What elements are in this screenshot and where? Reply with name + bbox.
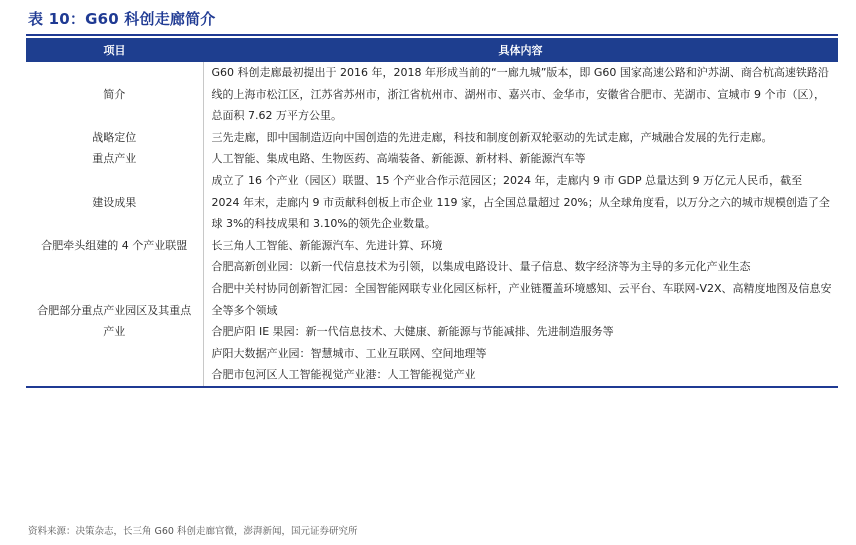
content-paragraph: 合肥市包河区人工智能视觉产业港：人工智能视觉产业 (211, 368, 476, 382)
table-row (26, 148, 838, 170)
title-divider (26, 34, 838, 36)
content-paragraph: G60 科创走廊最初提出于 2016 年，2018 年形成当前的“一廊九城”版本，即 G60 国家高速公路和沪苏湖、商合杭高速铁路沿线的上海市松江区，江苏省苏州市，浙江省杭州市、湖州市、嘉兴市、金华市，安徽省合肥市、芜湖市、宣城市 9 个市（区），总面积 7.62 万平方公里。 (211, 66, 829, 123)
g60-info-table (26, 38, 838, 388)
row-category: 合肥部分重点产业园区及其重点产业 (26, 256, 203, 387)
row-category: 合肥牵头组建的 4 个产业联盟 (26, 235, 203, 257)
row-category: 简介 (26, 62, 203, 127)
content-paragraph: 庐阳大数据产业园：智慧城市、工业互联网、空间地理等 (211, 346, 487, 360)
content-paragraph: 合肥中关村协同创新智汇园：全国智能网联专业化园区标杆，产业链覆盖环境感知、云平台、车联网-V2X、高精度地图及信息安全等多个领域 (211, 281, 832, 317)
row-content (203, 235, 838, 257)
content-paragraph: 三先走廊，即中国制造迈向中国创造的先进走廊，科技和制度创新双轮驱动的先试走廊，产城融合发展的先行走廊。 (211, 130, 773, 144)
row-category: 建设成果 (26, 170, 203, 235)
row-content (203, 148, 838, 170)
table-row (26, 235, 838, 257)
table-row (26, 170, 838, 235)
row-category: 战略定位 (26, 127, 203, 149)
content-paragraph: 人工智能、集成电路、生物医药、高端装备、新能源、新材料、新能源汽车等 (211, 152, 586, 166)
source-note: 资料来源：决策杂志，长三角 G60 科创走廊官微，澎湃新闻，国元证券研究所 (28, 526, 358, 537)
table-row (26, 256, 838, 387)
content-paragraph: 合肥庐阳 IE 果园：新一代信息技术、大健康、新能源与节能减排、先进制造服务等 (211, 325, 614, 339)
row-category: 重点产业 (26, 148, 203, 170)
header-item: 项目 (26, 38, 203, 62)
table-row (26, 62, 838, 127)
table-header-row (26, 38, 838, 62)
row-content (203, 62, 838, 127)
row-content (203, 256, 838, 387)
content-paragraph: 长三角人工智能、新能源汽车、先进计算、环境 (211, 238, 443, 252)
content-paragraph: 合肥高新创业园：以新一代信息技术为引领，以集成电路设计、量子信息、数字经济等为主导的多元化产业生态 (211, 260, 751, 274)
row-content (203, 127, 838, 149)
header-content: 具体内容 (203, 38, 838, 62)
row-content (203, 170, 838, 235)
table-title: 表 10：G60 科创走廊简介 (28, 10, 216, 28)
table-row (26, 127, 838, 149)
content-paragraph: 成立了 16 个产业（园区）联盟、15 个产业合作示范园区；2024 年，走廊内 9 市 GDP 总量达到 9 万亿元人民币，截至 2024 年末，走廊内 9 市贡献科创板上市企业 119 家，占全国总量超过 20%；从全球角度看，以万分之六的城市规模创造了全球 3%的科技成果和 3.10%的领先企业数量。 (211, 173, 830, 231)
